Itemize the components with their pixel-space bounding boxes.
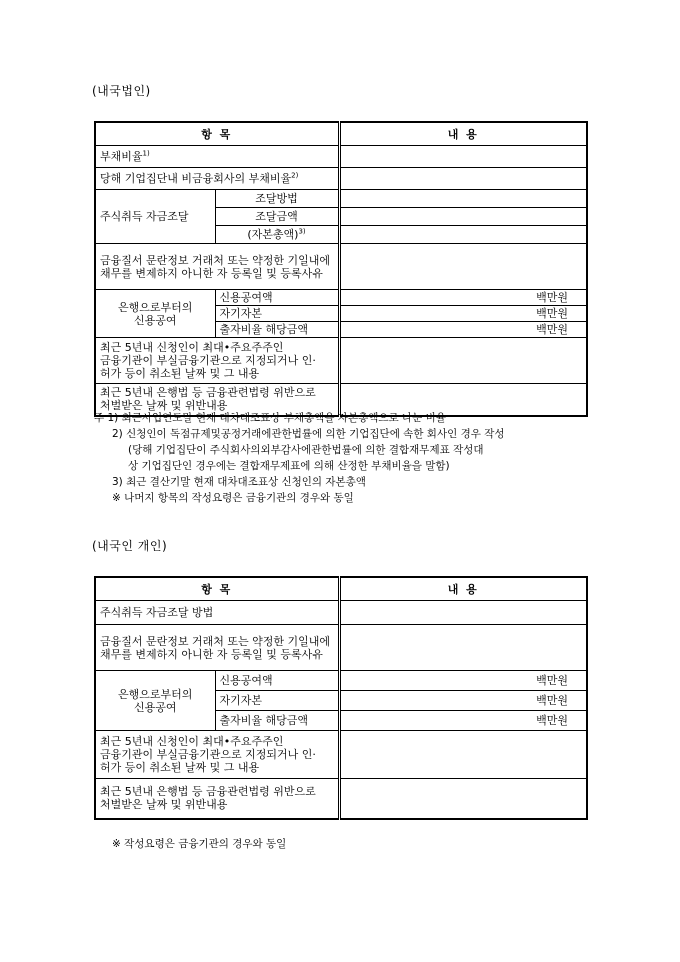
header-content: 내 용 [339,577,587,601]
equity-capital-label: 자기자본 [215,306,339,322]
value-funding-method[interactable] [339,601,587,625]
investment-ratio-unit[interactable]: 백만원 [339,711,587,731]
value-law-violation[interactable] [339,779,587,819]
investment-ratio-unit[interactable]: 백만원 [339,322,587,338]
header-content: 내 용 [339,122,587,146]
row-bank-credit: 은행으로부터의 신용공여 [95,671,215,731]
credit-amount-unit[interactable]: 백만원 [339,671,587,691]
row-funding-method: 주식취득 자금조달 방법 [95,601,339,625]
header-item: 항 목 [95,122,339,146]
value-total-capital[interactable] [339,226,587,244]
corporation-table [94,121,588,417]
corporation-notes [94,410,594,506]
credit-amount-label: 신용공여액 [215,671,339,691]
individual-table [94,576,588,820]
funding-amount-label: 조달금액 [215,208,339,226]
row-law-violation: 최근 5년내 은행법 등 금융관련법령 위반으로 처벌받은 날짜 및 위반내용 [95,384,339,416]
value-group-debt-ratio[interactable] [339,168,587,190]
row-credit-disorder: 금융질서 문란정보 거래처 또는 약정한 기일내에 채무를 변제하지 아니한 자 등록일 및 등록사유 [95,625,339,671]
value-insolvent-institution[interactable] [339,338,587,384]
value-debt-ratio[interactable] [339,146,587,168]
value-credit-disorder[interactable] [339,244,587,290]
note-2: 2) 신청인이 독점규제및공정거래에관한법률에 의한 기업집단에 속한 회사인 경우 작성 [112,428,505,440]
note-2-cont-1: (당해 기업집단이 주식회사의외부감사에관한법률에 의한 결합재무제표 작성대 [128,444,484,456]
investment-ratio-label: 출자비율 해당금액 [215,322,339,338]
row-debt-ratio: 부채비율$^{1)}$ [95,146,339,168]
equity-capital-label: 자기자본 [215,691,339,711]
value-funding-amount[interactable] [339,208,587,226]
credit-amount-unit[interactable]: 백만원 [339,290,587,306]
row-law-violation: 최근 5년내 은행법 등 금융관련법령 위반으로 처벌받은 날짜 및 위반내용 [95,779,339,819]
credit-amount-label: 신용공여액 [215,290,339,306]
value-insolvent-institution[interactable] [339,731,587,779]
value-credit-disorder[interactable] [339,625,587,671]
equity-capital-unit[interactable]: 백만원 [339,306,587,322]
total-capital-label: (자본총액)$^{3)}$ [215,226,339,244]
section-title-individual: (내국인 개인) [92,539,168,553]
section-title-corporation: (내국법인) [92,84,151,98]
note-guideline: ※ 작성요령은 금융기관의 경우와 동일 [112,838,287,850]
individual-notes [94,836,594,852]
row-bank-credit: 은행으로부터의 신용공여 [95,290,215,338]
row-credit-disorder: 금융질서 문란정보 거래처 또는 약정한 기일내에 채무를 변제하지 아니한 자 등록일 및 등록사유 [95,244,339,290]
row-funding: 주식취득 자금조달 [95,190,215,244]
value-funding-method[interactable] [339,190,587,208]
note-3: 3) 최근 결산기말 현재 대차대조표상 신청인의 자본총액 [112,476,366,488]
note-remaining: ※ 나머지 항목의 작성요령은 금융기관의 경우와 동일 [112,492,354,504]
header-item: 항 목 [95,577,339,601]
funding-method-label: 조달방법 [215,190,339,208]
row-group-debt-ratio: 당해 기업집단내 비금융회사의 부채비율$^{2)}$ [95,168,339,190]
row-insolvent-institution: 최근 5년내 신청인이 최대•주요주주인 금융기관이 부실금융기관으로 지정되거나 인·허가 등이 취소된 날짜 및 그 내용 [95,338,339,384]
row-insolvent-institution: 최근 5년내 신청인이 최대•주요주주인 금융기관이 부실금융기관으로 지정되거나 인·허가 등이 취소된 날짜 및 그 내용 [95,731,339,779]
note-2-cont-2: 상 기업집단인 경우에는 결합재무제표에 의해 산정한 부채비율을 말함) [128,460,450,472]
investment-ratio-label: 출자비율 해당금액 [215,711,339,731]
note-1: 주 1) 최근사업연도말 현재 대차대조표상 부채총액을 자본총액으로 나눈 비율 [94,412,446,424]
equity-capital-unit[interactable]: 백만원 [339,691,587,711]
